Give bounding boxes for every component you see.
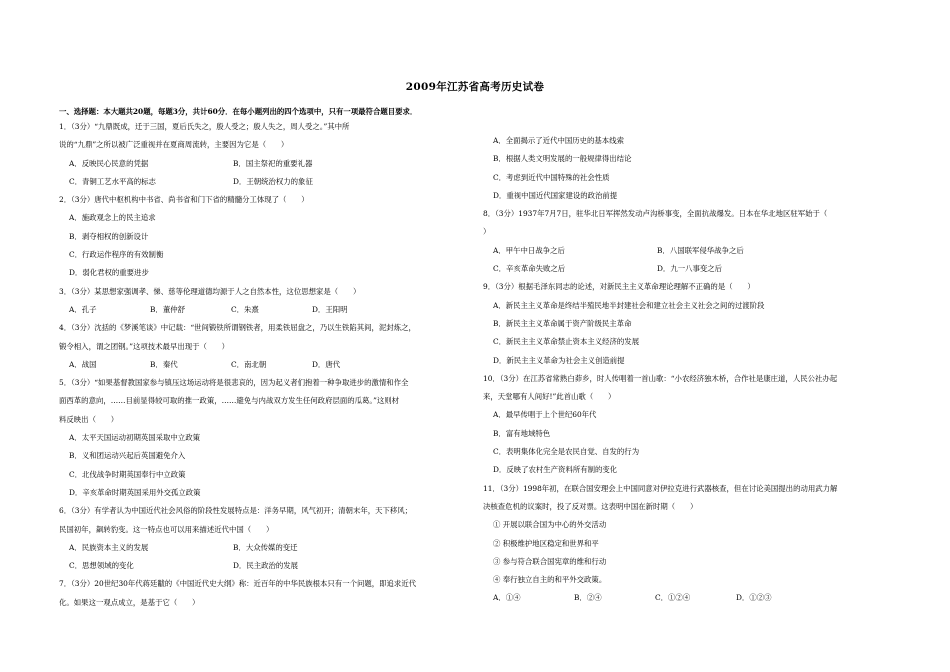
option-d[interactable]: D．九一八事变之后 [657,264,723,274]
section-heading: 一、选择题：本大题共20题，每题3分，共计60分．在每小题列出的四个选项中，只有一项最符合题目要求． [59,107,418,116]
option-b[interactable]: B．秦代 [150,359,178,369]
question-1-options-row-2 [59,173,471,191]
option-c[interactable]: C．行政运作程序的有效制衡 [69,250,164,260]
option-c[interactable]: C．辛亥革命失败之后 [493,264,566,274]
option-c[interactable]: C．考虑到近代中国特殊的社会性质 [493,172,610,182]
option-c[interactable]: C．北伐战争时期英国奉行中立政策 [69,469,186,479]
option-d[interactable]: D．王阳明 [312,304,348,314]
option-c[interactable]: C．朱熹 [231,304,259,314]
question-10-stem-line-2: 来，天堂哪有人间好!”此首山歌（ ） [483,392,616,402]
option-a[interactable]: A．战国 [69,359,97,369]
option-b[interactable]: B．八国联军侵华战争之后 [657,245,744,255]
question-8-options-row-2 [483,260,895,278]
question-10-stem-line-1: 10．（3分）在江苏省常熟白茆乡，时人传唱着一首山歌：“小农经济独木桥，合作社是康庄道，人民公社办起 [483,373,838,383]
option-a[interactable]: A．民族资本主义的发展 [69,542,149,552]
right-column [483,132,895,608]
option-a[interactable]: A．①④ [493,593,521,603]
question-5-stem-line-2: 面西革的意向，……目前显得较可取的推一政策，……避免与内战双方发生任何政府层面的瓜葛。”这则材 [59,396,400,406]
question-1-stem-line-1: 1．（3分）“九鼎既成，迁于三国，夏后氏失之，殷人受之；殷人失之，周人受之。”其中所 [59,122,350,131]
option-a[interactable]: A．孔子 [69,304,97,314]
question-7-stem-line-1: 7．（3分）20世纪30年代蒋廷黻的《中国近代史大纲》称：近百年的中华民族根本只有一个问题，即追求近代 [59,579,417,589]
left-column [59,118,471,612]
option-a[interactable]: A．甲午中日战争之后 [493,245,565,255]
option-d[interactable]: D．民主政治的发展 [233,561,299,571]
question-6-stem-line-1: 6．（3分）有学者认为中国近代社会风俗的阶段性发展特点是：洋务早期，风气初开；清朝末年，天下移风； [59,506,413,516]
option-a[interactable]: A．最早传唱于上个世纪60年代 [493,410,597,420]
option-b[interactable]: B．义和团运动兴起后英国避免介入 [69,451,186,461]
question-1-options-row-1 [59,155,471,173]
question-1-stem-line-2: 说的“九鼎”之所以被广泛重视并在夏商周流转，主要因为它是（ ） [59,140,289,150]
option-c[interactable]: C．思想领域的变化 [69,561,134,571]
option-c[interactable]: C．青铜工艺水平高的标志 [69,176,156,186]
option-d[interactable]: D．反映了农村生产资料所有制的变化 [493,465,618,475]
option-b[interactable]: B．大众传媒的变迁 [233,542,298,552]
question-8-stem-line-1: 8．（3分）1937年7月7日，驻华北日军挥然发动卢沟桥事变，全面抗战爆发。日本在华北地区驻军始于（ [483,209,828,219]
option-a[interactable]: A．太平天国运动初期英国采取中立政策 [69,433,200,443]
option-d[interactable]: D．唐代 [312,359,341,369]
question-6-stem-line-2: 民国初年，飙转豹变。这一特点也可以用来描述近代中国（ ） [59,524,274,534]
question-7-stem-line-2: 化。如果这一观点成立，是基于它（ ） [59,597,200,607]
option-a[interactable]: A．全面揭示了近代中国历史的基本线索 [493,136,624,145]
option-c[interactable]: C．①②④ [655,593,691,603]
option-b[interactable]: B．剥夺相权的创新设计 [69,231,149,241]
option-c[interactable]: C．南北朝 [231,359,267,369]
option-d[interactable]: D．弱化君权的重要进步 [69,268,149,278]
option-d[interactable]: D．辛亥革命时期英国采用外交孤立政策 [69,487,201,497]
question-2-stem: 2．（3分）唐代中枢机构中书省、尚书省和门下省的精髓分工体现了（ ） [59,195,309,205]
option-b[interactable]: B．国主祭祀的重要礼器 [233,158,313,168]
question-3-stem: 3．（3分）某思想家强调孝、悌、慈等伦理道德均源于人之自然本性，这位思想家是（ ） [59,286,361,296]
question-5-stem-line-1: 5．（3分）“如果基督教国家参与镇压这场运动将是很悲哀的，因为起义者们抱着一种争取进步的激情和作全 [59,378,409,388]
option-b[interactable]: B．②④ [574,593,602,603]
question-3-options [59,301,471,319]
question-4-stem-line-1: 4．（3分）沈括的《梦溪笔谈》中记载：“世间锻铁所谓钢铁者，用柔铁屈盘之，乃以生铁陷其间，泥封炼之， [59,323,416,333]
option-a[interactable]: A．新民主主义革命是终结半殖民地半封建社会和建立社会主义社会之间的过渡阶段 [493,300,765,310]
question-11-stem-line-1: 11．（3分）1998年初，在联合国安理会上中国同意对伊拉克进行武器核查，但在讨论美国提出的动用武力解 [483,483,838,493]
option-a[interactable]: A．施政观念上的民主追求 [69,213,156,223]
option-b[interactable]: B．董仲舒 [150,304,185,314]
option-d[interactable]: D．重视中国近代国家建设的政治前提 [493,190,618,200]
question-9-stem: 9．（3分）根据毛泽东同志的论述，对新民主主义革命理论理解不正确的是（ ） [483,282,755,292]
question-8-options-row-1 [483,242,895,260]
question-6-options-row-1 [59,539,471,557]
option-b[interactable]: B．新民主主义革命属于资产阶级民主革命 [493,318,632,328]
option-c[interactable]: C．新民主主义革命禁止资本主义经济的发展 [493,337,640,347]
statement-2: ② 积极维护地区稳定和世界和平 [493,538,599,548]
page-title: 2009年江苏省高考历史试卷 [405,81,545,93]
option-d[interactable]: D．①②③ [736,593,772,603]
statement-1: ① 开展以联合国为中心的外交活动 [493,520,607,530]
question-4-options [59,356,471,374]
statement-3: ③ 参与符合联合国宪章的维和行动 [493,556,607,566]
option-d[interactable]: D．王朝统治权力的象征 [233,176,313,186]
option-c[interactable]: C．表明集体化完全是农民自觉、自发的行为 [493,447,640,457]
option-b[interactable]: B．富有地域特色 [493,428,551,438]
question-8-stem-line-2: ） [483,227,491,237]
question-11-options [483,589,895,607]
question-4-stem-line-2: 锻令相入，谓之团钢。”这项技术最早出现于（ ） [59,341,230,351]
statement-4: ④ 奉行独立自主的和平外交政策。 [493,575,607,585]
option-b[interactable]: B．根据人类文明发展的一般规律得出结论 [493,154,632,164]
question-11-stem-line-2: 决核查危机的议案时，投了反对票。这表明中国在新时期（ ） [483,501,698,511]
option-a[interactable]: A．反映民心民意的凭据 [69,158,149,168]
option-d[interactable]: D．新民主主义革命为社会主义创造前提 [493,355,625,365]
question-5-stem-line-3: 料反映出（ ） [59,414,119,424]
question-6-options-row-2 [59,557,471,575]
